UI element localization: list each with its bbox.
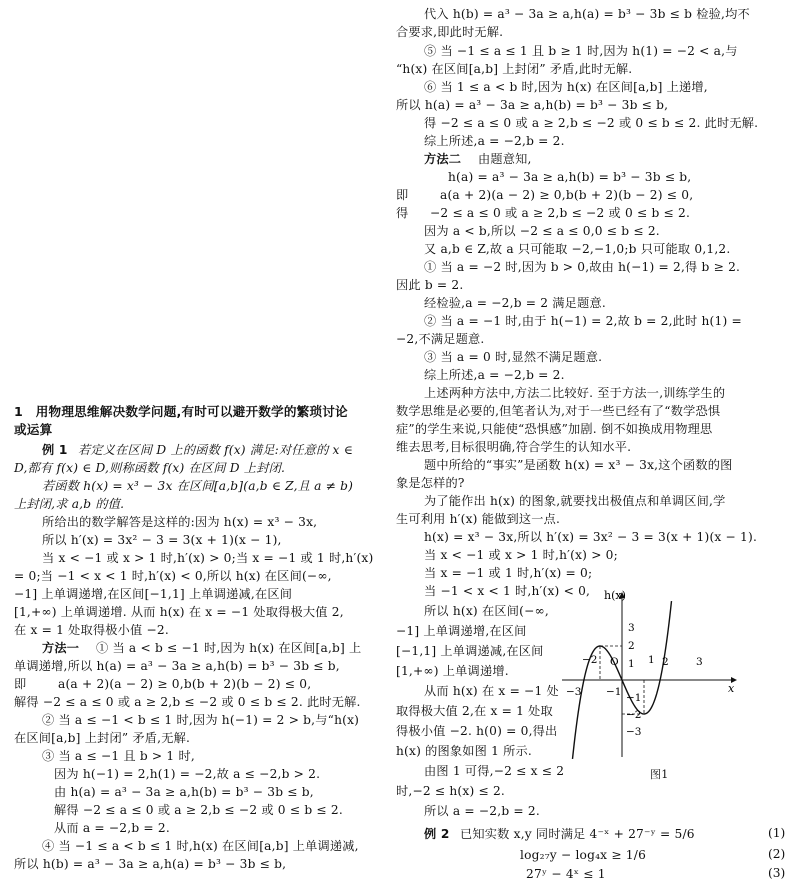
text-line: 在 x = 1 处取得极小值 −2. (14, 623, 169, 637)
text-line: 题中所给的“事实”是函数 h(x) = x³ − 3x,这个函数的图 (424, 458, 733, 472)
text-line: ① 当 a = −2 时,因为 b > 0,故由 h(−1) = 2,得 b ≥ 2. (424, 260, 741, 274)
text-line: 当 x = −1 或 1 时,h′(x) = 0; (424, 566, 593, 580)
text-line: ③ 当 a ≤ −1 且 b > 1 时, (42, 749, 195, 763)
text-line: 合要求,即此时无解. (396, 25, 504, 39)
text-line: ① 当 a < b ≤ −1 时,因为 h(x) 在区间[a,b] 上 (96, 641, 362, 655)
text-line: 数学思维是必要的,但笔者认为,对于一些已经有了“数学恐惧 (396, 404, 721, 418)
text-line: [1,+∞) 上单调递增. (396, 664, 509, 678)
tick-label: 2 (662, 656, 669, 668)
text-line: 生可利用 h′(x) 能做到这一点. (396, 512, 561, 526)
text-line: h(x) 的图象如图 1 所示. (396, 744, 532, 758)
text-line: 由题意知, (478, 152, 532, 166)
text-line: h(x) = x³ − 3x,所以 h′(x) = 3x² − 3 = 3(x + 1)(x − 1). (424, 530, 758, 544)
text-line: ② 当 a ≤ −1 < b ≤ 1 时,因为 h(−1) = 2 > b,与“h(x) (42, 713, 360, 727)
tick-label: −3 (626, 726, 642, 738)
tick-label: 1 (628, 658, 635, 670)
text-line: 由图 1 可得,−2 ≤ x ≤ 2 (424, 764, 565, 778)
text-line: 解得 −2 ≤ a ≤ 0 或 a ≥ 2,b ≤ −2 或 0 ≤ b ≤ 2. (54, 803, 343, 817)
text-line: ③ 当 a = 0 时,显然不满足题意. (424, 350, 603, 364)
section-heading: 1 用物理思维解决数学问题,有时可以避开数学的繁琐讨论 (14, 404, 348, 419)
text-line: 为了能作出 h(x) 的图象,就要找出极值点和单调区间,学 (424, 494, 726, 508)
text-line: [−1,1] 上单调递减,在区间 (396, 644, 544, 658)
text-line: 症”的学生来说,只能使“恐惧感”加剧. 倒不如换成用物理思 (396, 422, 713, 436)
text-line: 得极小值 −2. h(0) = 0,得出 (396, 724, 558, 738)
label-de: 得 (396, 206, 409, 220)
tick-label: −1 (626, 692, 642, 704)
tick-label: −2 (626, 709, 642, 721)
tick-label: −3 (566, 686, 582, 698)
text-line: 因为 a < b,所以 −2 ≤ a ≤ 0,0 ≤ b ≤ 2. (424, 224, 660, 238)
text-line: 从而 a = −2,b = 2. (54, 821, 170, 835)
text-line: 又 a,b ∈ Z,故 a 只可能取 −2,−1,0;b 只可能取 0,1,2. (424, 242, 731, 256)
text-line: −1] 上单调递增,在区间[−1,1] 上单调递减,在区间 (14, 587, 293, 601)
tick-label: −2 (582, 654, 598, 666)
method-2-label: 方法二 (424, 152, 462, 166)
example-2-label: 例 2 (424, 827, 450, 841)
text-line: 解得 −2 ≤ a ≤ 0 或 a ≥ 2,b ≤ −2 或 0 ≤ b ≤ 2. 此时无解. (14, 695, 361, 709)
text-line: 由 h(a) = a³ − 3a ≥ a,h(b) = b³ − 3b ≤ b, (54, 785, 314, 799)
text-line: 象是怎样的? (396, 476, 465, 490)
text-line: 所以 h(a) = a³ − 3a ≥ a,h(b) = b³ − 3b ≤ b, (396, 98, 669, 112)
text-line: 27ʸ − 4ˣ ≤ 1 (526, 867, 606, 881)
text-line: 若函数 h(x) = x³ − 3x 在区间[a,b](a,b ∈ Z,且 a ≠ b) (42, 479, 354, 493)
x-axis-label: x (728, 682, 735, 695)
text-line: 所以 a = −2,b = 2. (424, 804, 540, 818)
equation-number: (2) (768, 847, 786, 861)
text-line: D,都有 f(x) ∈ D,则称函数 f(x) 在区间 D 上封闭. (14, 461, 286, 475)
text-line: −2,不满足题意. (396, 332, 485, 346)
text-line: a(a + 2)(a − 2) ≥ 0,b(b + 2)(b − 2) ≤ 0, (58, 677, 312, 691)
text-line: “h(x) 在区间[a,b] 上封闭” 矛盾,此时无解. (396, 62, 633, 76)
text-line: 在区间[a,b] 上封闭” 矛盾,无解. (14, 731, 191, 745)
text-line: 单调递增,所以 h(a) = a³ − 3a ≥ a,h(b) = b³ − 3b ≤ b, (14, 659, 340, 673)
tick-label: −1 (606, 686, 622, 698)
text-line: 从而 h(x) 在 x = −1 处 (424, 684, 559, 698)
tick-label: 3 (628, 622, 635, 634)
text-line: 得 −2 ≤ a ≤ 0 或 a ≥ 2,b ≤ −2 或 0 ≤ b ≤ 2. 此时无解. (424, 116, 759, 130)
text-line: 所以 h(b) = a³ − 3a ≥ a,h(a) = b³ − 3b ≤ b, (14, 857, 287, 871)
text-line: 已知实数 x,y 同时满足 4⁻ˣ + 27⁻ʸ = 5/6 (460, 827, 695, 841)
text-line: = 0;当 −1 < x < 1 时,h′(x) < 0,所以 h(x) 在区间(−∞, (14, 569, 332, 583)
label-ji: 即 (14, 677, 27, 691)
text-line: a(a + 2)(a − 2) ≥ 0,b(b + 2)(b − 2) ≤ 0, (440, 188, 694, 202)
tick-label: 2 (628, 640, 635, 652)
y-axis-label: h(x) (604, 589, 626, 602)
text-line: 当 x < −1 或 x > 1 时,h′(x) > 0; (424, 548, 618, 562)
figure-caption: 图1 (650, 768, 669, 781)
text-line: 综上所述,a = −2,b = 2. (424, 134, 565, 148)
tick-label: O (610, 656, 619, 668)
text-line: [1,+∞) 上单调递增. 从而 h(x) 在 x = −1 处取得极大值 2, (14, 605, 344, 619)
equation-number: (3) (768, 866, 786, 880)
equation-number: (1) (768, 826, 786, 840)
section-heading: 或运算 (14, 422, 53, 437)
method-1-label: 方法一 (42, 641, 80, 655)
text-line: 时,−2 ≤ h(x) ≤ 2. (396, 784, 506, 798)
text-line: 上封闭,求 a,b 的值. (14, 497, 125, 511)
text-line: 若定义在区间 D 上的函数 f(x) 满足:对任意的 x ∈ (78, 443, 353, 457)
text-line: log₂₇y − log₄x ≥ 1/6 (520, 848, 647, 862)
text-line: 当 x < −1 或 x > 1 时,h′(x) > 0;当 x = −1 或 1 时,h′(x) (42, 551, 374, 565)
text-line: 代入 h(b) = a³ − 3a ≥ a,h(a) = b³ − 3b ≤ b 检验,均不 (424, 7, 750, 21)
text-line: −1] 上单调递增,在区间 (396, 624, 527, 638)
tick-label: 1 (648, 654, 655, 666)
text-line: 维去思考,目标很明确,符合学生的认知水平. (396, 440, 632, 454)
function-graph-figure (560, 585, 760, 765)
text-line: ⑥ 当 1 ≤ a < b 时,因为 h(x) 在区间[a,b] 上递增, (424, 80, 708, 94)
text-line: 当 −1 < x < 1 时,h′(x) < 0, (424, 584, 591, 598)
text-line: 上述两种方法中,方法二比较好. 至于方法一,训练学生的 (424, 386, 726, 400)
text-line: 取得极大值 2,在 x = 1 处取 (396, 704, 553, 718)
text-line: h(a) = a³ − 3a ≥ a,h(b) = b³ − 3b ≤ b, (448, 170, 692, 184)
text-line: 因此 b = 2. (396, 278, 464, 292)
example-1-label: 例 1 (42, 443, 68, 457)
text-line: ④ 当 −1 ≤ a < b ≤ 1 时,h(x) 在区间[a,b] 上单调递减, (42, 839, 359, 853)
text-line: 因为 h(−1) = 2,h(1) = −2,故 a ≤ −2,b > 2. (54, 767, 321, 781)
text-line: 综上所述,a = −2,b = 2. (424, 368, 565, 382)
text-line: 所以 h′(x) = 3x² − 3 = 3(x + 1)(x − 1), (42, 533, 282, 547)
left-column (14, 0, 386, 881)
label-ji: 即 (396, 188, 409, 202)
text-line: −2 ≤ a ≤ 0 或 a ≥ 2,b ≤ −2 或 0 ≤ b ≤ 2. (430, 206, 691, 220)
tick-label: 3 (696, 656, 703, 668)
text-line: ② 当 a = −1 时,由于 h(−1) = 2,故 b = 2,此时 h(1) = (424, 314, 742, 328)
text-line: 经检验,a = −2,b = 2 满足题意. (424, 296, 606, 310)
text-line: ⑤ 当 −1 ≤ a ≤ 1 且 b ≥ 1 时,因为 h(1) = −2 < a,与 (424, 44, 738, 58)
text-line: 所以 h(x) 在区间(−∞, (424, 604, 549, 618)
text-line: 所给出的数学解答是这样的:因为 h(x) = x³ − 3x, (42, 515, 318, 529)
